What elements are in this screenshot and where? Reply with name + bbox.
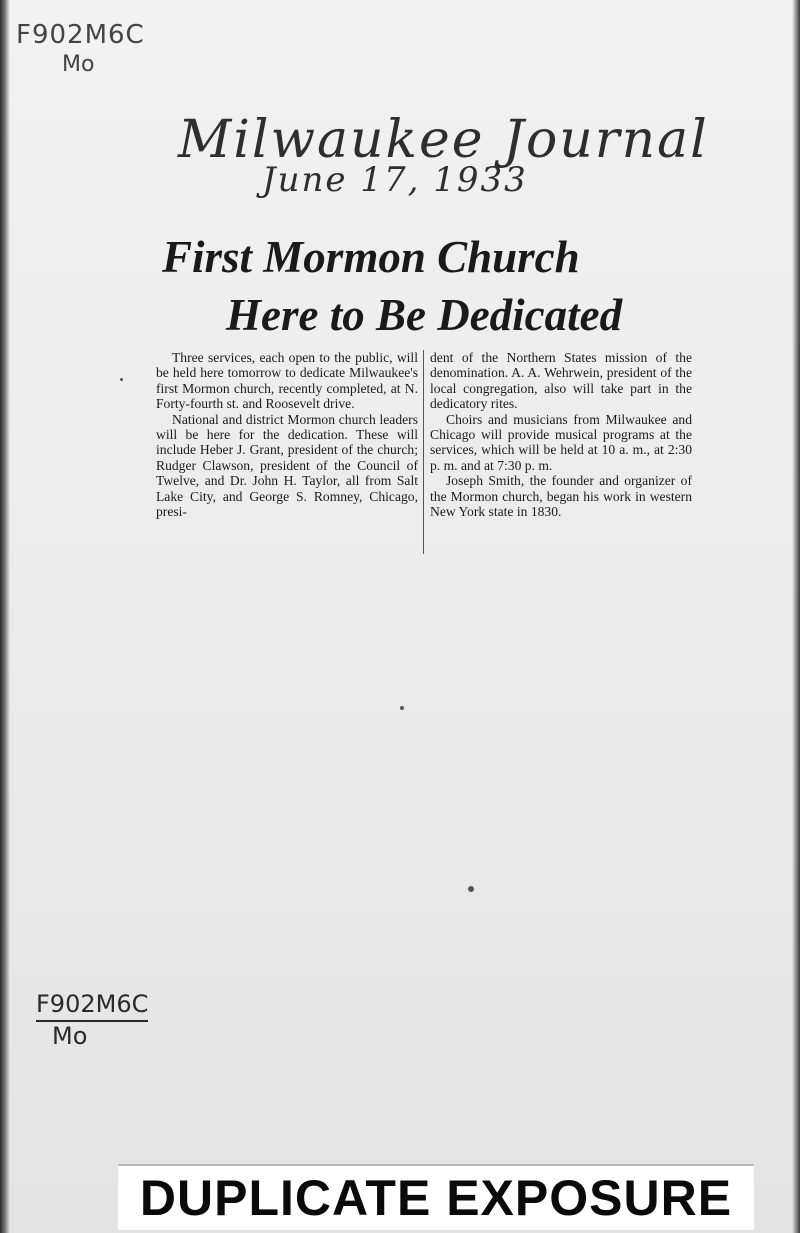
article-column-right: [430, 350, 692, 519]
stamp-text: DUPLICATE EXPOSURE: [139, 1170, 733, 1226]
catalog-code-bottom: F902M6C: [36, 990, 148, 1022]
scan-edge-right: [792, 0, 800, 1233]
handwritten-newspaper-name: Milwaukee Journal: [178, 110, 709, 170]
headline-line-1: First Mormon Church: [162, 232, 580, 282]
handwritten-date: June 17, 1933: [262, 160, 528, 200]
article-paragraph: Three services, each open to the public, will be held here tomorrow to dedicate Milwaukee's first Mormon church, recently completed, at N. Forty-fourth st. and Roosevelt drive.: [156, 350, 418, 412]
dust-speck: [120, 378, 123, 381]
newspaper-clipping: [152, 228, 700, 562]
catalog-code-bottom-suffix: Mo: [52, 1022, 88, 1050]
duplicate-exposure-stamp: [118, 1164, 754, 1230]
article-body: [156, 350, 692, 519]
article-headline: [152, 228, 700, 344]
headline-line-2: Here to Be Dedicated: [226, 290, 623, 340]
article-paragraph: National and district Mormon church leaders will be here for the dedication. These will include Heber J. Grant, president of the church; Rudger Clawson, president of the Council of Twelve, and Dr. John H. Taylor, all from Salt Lake City, and George S. Romney, Chicago, presi-: [156, 411, 418, 520]
dust-speck: [400, 706, 404, 710]
article-column-left: [156, 350, 418, 519]
scan-edge-left: [0, 0, 10, 1233]
article-paragraph: dent of the Northern States mission of the denomination. A. A. Wehrwein, president of the local congregation, also will take part in the dedicatory rites.: [430, 350, 692, 412]
article-paragraph: Joseph Smith, the founder and organizer of the Mormon church, began his work in western New York state in 1830.: [430, 473, 692, 520]
article-paragraph: Choirs and musicians from Milwaukee and Chicago will provide musical programs at the services, which will be held at 10 a. m., at 2:30 p. m. and at 7:30 p. m.: [430, 411, 692, 473]
dust-speck: [468, 886, 474, 892]
catalog-code-top-suffix: Mo: [62, 52, 95, 77]
column-divider: [423, 350, 424, 554]
catalog-code-top: F902M6C: [16, 20, 145, 50]
